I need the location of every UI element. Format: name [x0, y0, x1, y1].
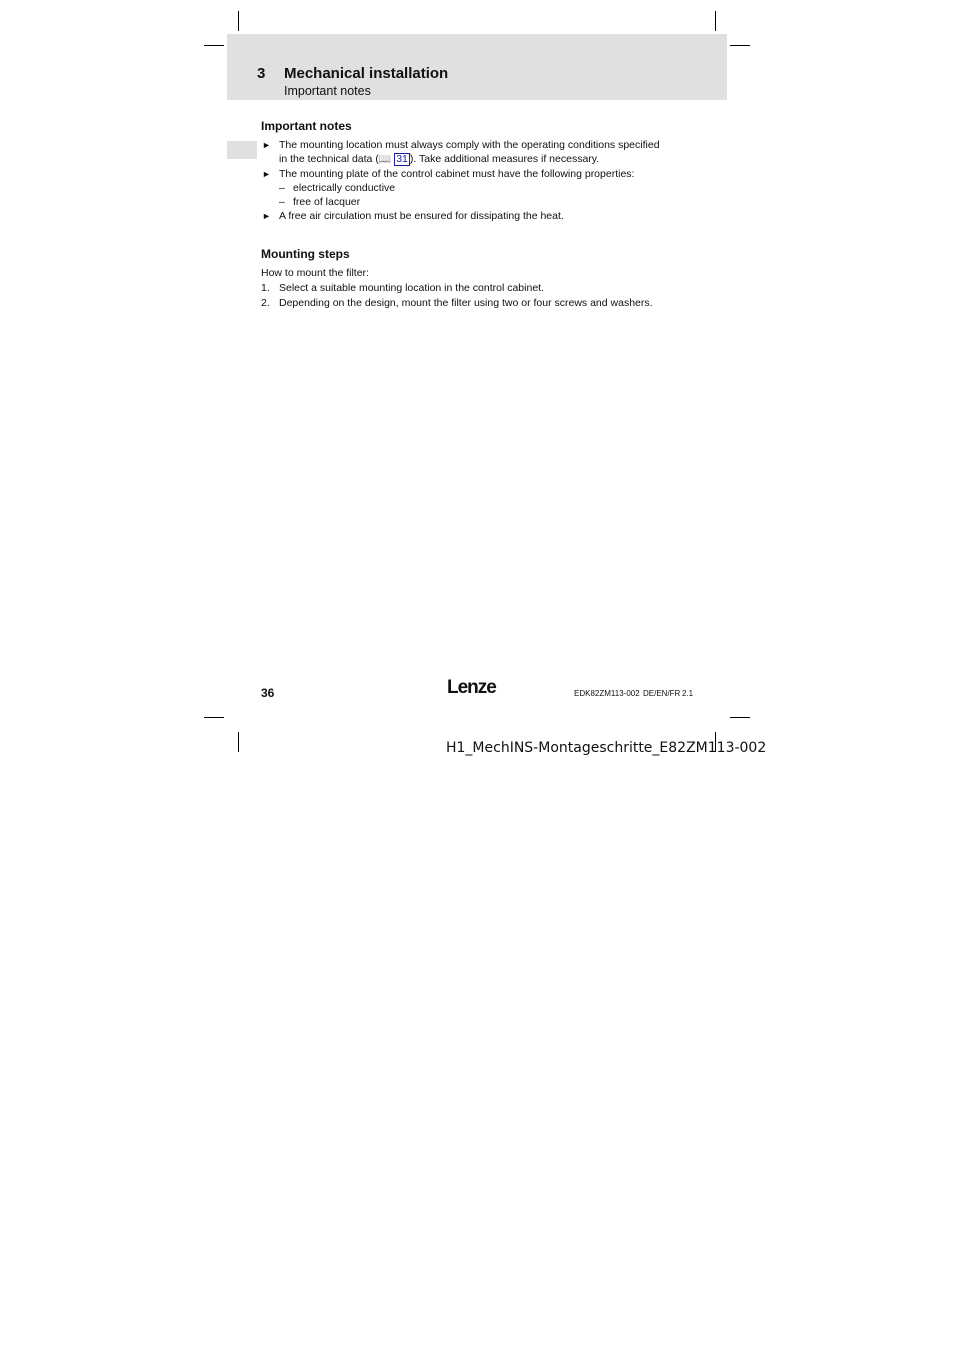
page-reference-link[interactable]: 31 — [396, 153, 408, 165]
list-item-text: The mounting plate of the control cabinet must have the following properties: — [279, 168, 635, 180]
step-text: Select a suitable mounting location in the control cabinet. — [279, 282, 544, 294]
chapter-number: 3 — [257, 65, 266, 82]
important-notes-heading: Important notes — [261, 119, 352, 133]
lenze-logo: Lenze — [447, 677, 496, 698]
document-version: 2.1 — [682, 689, 694, 698]
document-code: EDK82ZM113-002 — [574, 689, 640, 698]
mounting-steps-intro: How to mount the filter: — [261, 267, 369, 279]
mounting-steps-heading: Mounting steps — [261, 247, 350, 261]
bullet-arrow-icon: ► — [262, 211, 271, 221]
book-icon: 📖 — [378, 154, 392, 165]
document-languages: DE/EN/FR — [643, 689, 681, 698]
list-item-text: The mounting location must always comply with the operating conditions specified — [279, 139, 660, 151]
crop-mark — [730, 717, 750, 718]
numbered-step — [261, 281, 701, 295]
bullet-arrow-icon: ► — [262, 169, 271, 179]
list-item — [261, 138, 701, 167]
step-number: 1. — [261, 282, 270, 294]
chapter-subtitle: Important notes — [284, 84, 371, 98]
bullet-arrow-icon: ► — [262, 140, 271, 150]
crop-mark — [715, 11, 716, 31]
page-number: 36 — [261, 686, 275, 700]
chapter-title: Mechanical installation — [284, 65, 449, 82]
sub-list-item — [261, 195, 701, 209]
step-number: 2. — [261, 297, 270, 309]
sub-list-item-text: electrically conductive — [293, 182, 396, 194]
sub-list-item — [261, 181, 701, 195]
crop-mark — [730, 45, 750, 46]
side-marker-tab — [227, 141, 257, 159]
step-text: Depending on the design, mount the filter using two or four screws and washers. — [279, 297, 653, 309]
main-content — [261, 119, 701, 310]
crop-mark — [204, 717, 224, 718]
source-filename: H1_MechINS-Montageschritte_E82ZM113-002 — [446, 740, 767, 756]
crop-mark — [204, 45, 224, 46]
numbered-step — [261, 296, 701, 310]
dash-icon: – — [279, 196, 285, 208]
list-item-text: A free air circulation must be ensured for dissipating the heat. — [279, 210, 564, 222]
list-item — [261, 167, 701, 181]
sub-list-item-text: free of lacquer — [293, 196, 361, 208]
dash-icon: – — [279, 182, 285, 194]
list-item — [261, 209, 701, 223]
list-item-text: in the technical data ( — [279, 153, 379, 165]
list-item-text: ). Take additional measures if necessary. — [409, 153, 600, 165]
crop-mark — [238, 732, 239, 752]
crop-mark — [238, 11, 239, 31]
